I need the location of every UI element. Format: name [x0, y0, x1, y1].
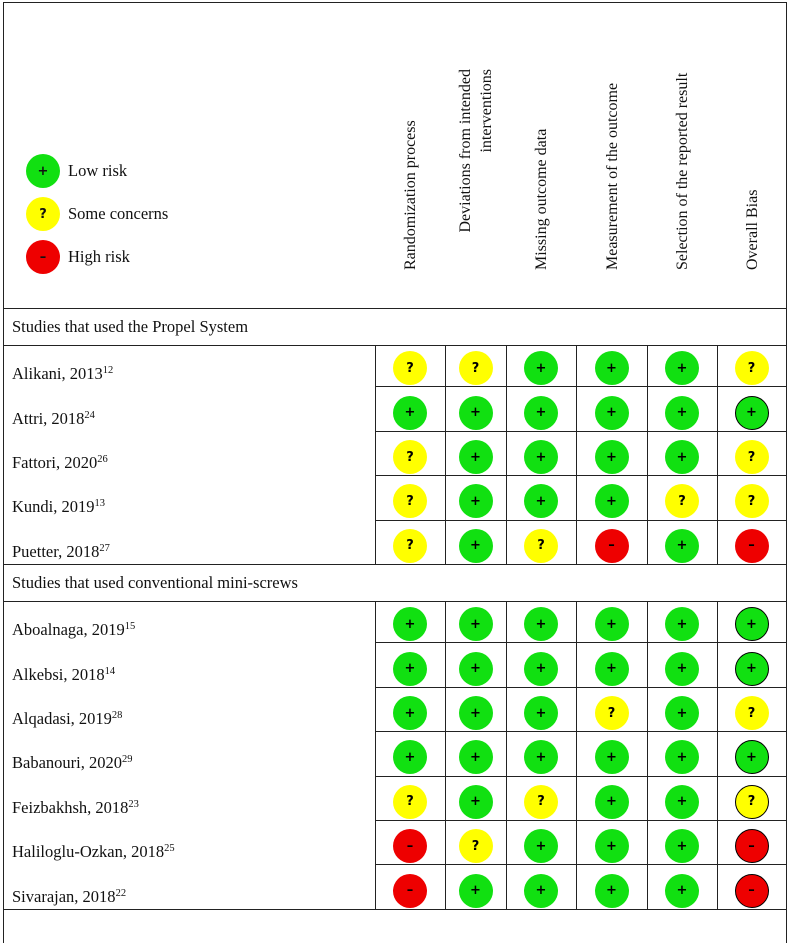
rating-low-icon: +	[665, 740, 699, 774]
group-title: Studies that used the Propel System	[12, 317, 249, 336]
column-header-label: Missing outcome data	[533, 128, 550, 270]
rating-low-icon: +	[459, 529, 493, 563]
rating-some-icon: ?	[735, 484, 769, 518]
column-divider	[576, 601, 577, 909]
study-ref: 28	[111, 710, 123, 721]
rating-low-icon: +	[595, 829, 629, 863]
rating-low-icon: +	[595, 351, 629, 385]
rating-low-icon: +	[393, 607, 427, 641]
rating-low-icon: +	[735, 740, 769, 774]
rating-low-icon: +	[459, 785, 493, 819]
study-ref: 12	[102, 365, 114, 377]
rating-some-icon: ?	[393, 440, 427, 474]
study-author: Alikani, 2013	[12, 364, 103, 384]
rating-some-icon: ?	[735, 440, 769, 474]
rating-low-icon: +	[393, 740, 427, 774]
row-divider	[375, 776, 786, 777]
study-author: Alkebsi, 2018	[12, 664, 105, 684]
study-author: Alqadasi, 2019	[12, 709, 112, 728]
rating-low-icon: +	[595, 652, 629, 686]
legend-low-icon: +	[26, 154, 60, 188]
row-divider	[375, 864, 786, 865]
rating-low-icon: +	[665, 785, 699, 819]
column-divider	[445, 345, 446, 564]
column-divider	[506, 601, 507, 909]
column-divider	[717, 345, 718, 564]
rating-high-icon: –	[393, 829, 427, 863]
rating-low-icon: +	[459, 874, 493, 908]
study-author: Babanouri, 2020	[12, 753, 122, 773]
rating-some-icon: ?	[393, 529, 427, 563]
legend-item-some	[26, 197, 168, 231]
rating-low-icon: +	[595, 874, 629, 908]
rating-low-icon: +	[459, 440, 493, 474]
study-author: Puetter, 2018	[12, 541, 100, 561]
study-author: Kundi, 2019	[12, 497, 95, 517]
study-ref: 26	[97, 454, 108, 465]
rating-low-icon: +	[735, 652, 769, 686]
rating-some-icon: ?	[735, 785, 769, 819]
rating-low-icon: +	[524, 874, 558, 908]
group-divider	[3, 345, 786, 346]
rating-some-icon: ?	[393, 484, 427, 518]
study-ref: 25	[164, 843, 175, 855]
rating-low-icon: +	[665, 874, 699, 908]
study-author: Fattori, 2020	[12, 453, 98, 472]
rating-some-icon: ?	[524, 785, 558, 819]
study-author: Sivarajan, 2018	[12, 886, 116, 906]
rating-low-icon: +	[459, 652, 493, 686]
row-divider	[375, 386, 786, 387]
study-label	[12, 887, 126, 907]
rating-low-icon: +	[393, 396, 427, 430]
column-header	[375, 0, 445, 305]
rating-low-icon: +	[665, 396, 699, 430]
column-divider	[375, 601, 376, 909]
study-label	[12, 620, 135, 640]
rating-some-icon: ?	[595, 696, 629, 730]
study-author: Aboalnaga, 2019	[12, 620, 125, 640]
rating-low-icon: +	[393, 696, 427, 730]
column-header	[717, 0, 786, 305]
study-label	[12, 497, 105, 517]
legend-label: High risk	[68, 247, 130, 266]
column-header-label: Deviations from intended interventions	[456, 69, 495, 233]
group-bottom-divider	[3, 564, 786, 565]
legend-item-high	[26, 240, 130, 274]
rating-some-icon: ?	[393, 785, 427, 819]
rating-low-icon: +	[524, 351, 558, 385]
study-label	[12, 409, 95, 429]
rating-some-icon: ?	[524, 529, 558, 563]
rating-some-icon: ?	[735, 351, 769, 385]
rating-low-icon: +	[735, 396, 769, 430]
column-divider	[647, 345, 648, 564]
column-divider	[576, 345, 577, 564]
study-label	[12, 453, 108, 473]
rating-some-icon: ?	[393, 351, 427, 385]
row-divider	[375, 687, 786, 688]
column-divider	[506, 345, 507, 564]
rating-low-icon: +	[595, 484, 629, 518]
rating-low-icon: +	[665, 607, 699, 641]
rating-high-icon: –	[595, 529, 629, 563]
rating-some-icon: ?	[459, 829, 493, 863]
rating-low-icon: +	[459, 607, 493, 641]
row-divider	[375, 642, 786, 643]
row-divider	[375, 475, 786, 476]
rating-low-icon: +	[459, 396, 493, 430]
group-title: Studies that used conventional mini-screws	[12, 573, 298, 592]
study-label	[12, 798, 139, 818]
rating-some-icon: ?	[665, 484, 699, 518]
rating-low-icon: +	[459, 484, 493, 518]
column-header-label: Randomization process	[402, 120, 419, 270]
legend-label: Some concerns	[68, 204, 169, 223]
row-divider	[375, 431, 786, 432]
rating-low-icon: +	[524, 740, 558, 774]
study-label	[12, 842, 175, 862]
study-label	[12, 753, 132, 773]
study-label	[12, 364, 113, 384]
study-author: Feizbakhsh, 2018	[12, 797, 129, 817]
legend-item-low	[26, 154, 127, 188]
rating-low-icon: +	[665, 351, 699, 385]
study-label	[12, 665, 115, 685]
column-divider	[375, 345, 376, 564]
legend-high-icon: –	[26, 240, 60, 274]
rating-low-icon: +	[665, 529, 699, 563]
study-ref: 29	[121, 754, 133, 766]
study-label	[12, 542, 110, 562]
study-ref: 14	[104, 665, 116, 677]
header-divider	[3, 308, 786, 309]
study-ref: 22	[115, 887, 127, 899]
rating-low-icon: +	[665, 440, 699, 474]
study-ref: 23	[128, 798, 139, 810]
rating-low-icon: +	[595, 607, 629, 641]
table-border-left	[3, 2, 4, 943]
column-header-label: Overall Bias	[743, 189, 761, 270]
rating-low-icon: +	[393, 652, 427, 686]
study-ref: 13	[94, 498, 105, 510]
rating-some-icon: ?	[735, 696, 769, 730]
rating-low-icon: +	[524, 396, 558, 430]
column-header-label: Measurement of the outcome	[603, 82, 621, 270]
rating-low-icon: +	[595, 785, 629, 819]
rating-low-icon: +	[595, 396, 629, 430]
study-ref: 24	[84, 409, 95, 421]
rating-high-icon: –	[735, 874, 769, 908]
study-author: Attri, 2018	[12, 408, 85, 428]
rating-low-icon: +	[524, 607, 558, 641]
rating-low-icon: +	[524, 829, 558, 863]
rating-low-icon: +	[595, 740, 629, 774]
rating-low-icon: +	[524, 696, 558, 730]
rating-low-icon: +	[665, 696, 699, 730]
rating-high-icon: –	[735, 529, 769, 563]
rating-low-icon: +	[665, 652, 699, 686]
rating-low-icon: +	[735, 607, 769, 641]
study-author: Haliloglu-Ozkan, 2018	[12, 842, 165, 862]
rating-low-icon: +	[524, 652, 558, 686]
legend-some-icon: ?	[26, 197, 60, 231]
column-header	[506, 0, 576, 305]
column-divider	[647, 601, 648, 909]
rating-low-icon: +	[524, 484, 558, 518]
table-border-top	[3, 2, 786, 3]
rating-low-icon: +	[459, 740, 493, 774]
group-divider	[3, 601, 786, 602]
rating-high-icon: –	[393, 874, 427, 908]
column-header	[445, 0, 506, 305]
study-ref: 15	[124, 621, 136, 633]
rating-low-icon: +	[595, 440, 629, 474]
row-divider	[375, 731, 786, 732]
group-bottom-divider	[3, 909, 786, 910]
rating-low-icon: +	[524, 440, 558, 474]
row-divider	[375, 820, 786, 821]
column-header-label: Selection of the reported result	[674, 72, 691, 270]
rating-some-icon: ?	[459, 351, 493, 385]
legend-label: Low risk	[68, 161, 128, 180]
column-divider	[717, 601, 718, 909]
study-label	[12, 709, 122, 729]
column-header	[647, 0, 717, 305]
rating-low-icon: +	[665, 829, 699, 863]
rating-high-icon: –	[735, 829, 769, 863]
column-divider	[445, 601, 446, 909]
study-ref: 27	[99, 542, 110, 554]
row-divider	[375, 520, 786, 521]
column-header	[576, 0, 647, 305]
rating-low-icon: +	[459, 696, 493, 730]
